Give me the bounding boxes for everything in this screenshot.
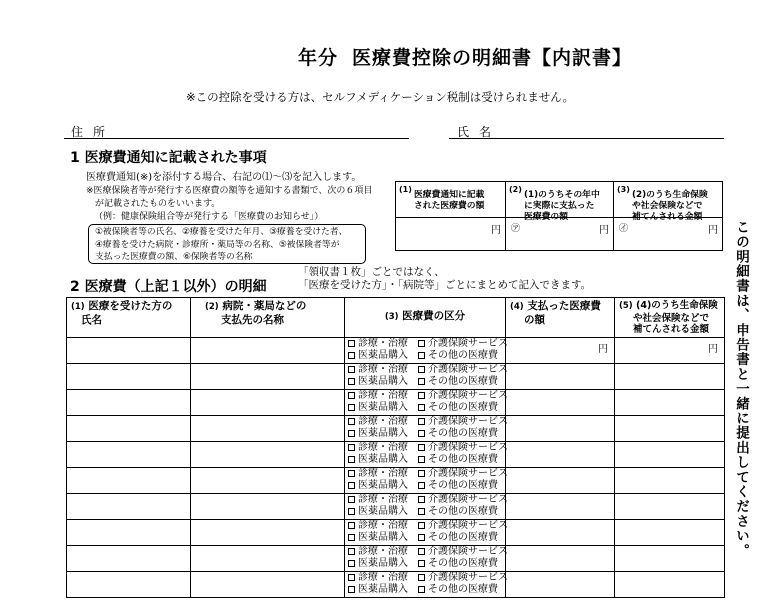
category-cell: 診療・治療 介護保険サービス 医薬品購入 その他の医療費 — [345, 338, 506, 364]
address-field[interactable] — [64, 138, 409, 139]
checkbox-treatment[interactable] — [348, 574, 355, 581]
checkbox-other[interactable] — [418, 430, 425, 437]
compensation-header: (5) (4)のうち生命保険 や社会保険などで 補てんされる金額 — [615, 298, 725, 338]
paid-amount-cell[interactable] — [506, 442, 615, 468]
expense-category-header: (3) 医療費の区分 — [345, 298, 506, 338]
table-row — [67, 468, 725, 494]
page-title: 年分 医療費控除の明細書【内訳書】 — [298, 47, 633, 69]
self-medication-notice: ※この控除を受ける方は、セルフメディケーション税制は受けられません。 — [186, 90, 574, 104]
payee-name-cell[interactable] — [191, 546, 345, 572]
compensation-cell[interactable] — [615, 468, 725, 494]
checkbox-other[interactable] — [418, 534, 425, 541]
checkbox-other[interactable] — [418, 508, 425, 515]
checkbox-medicine[interactable] — [348, 482, 355, 489]
checkbox-care-service[interactable] — [418, 574, 425, 581]
notice-amount-column: (1) 医療費通知に記載 された医療費の額 円 — [396, 182, 506, 250]
checkbox-medicine[interactable] — [348, 534, 355, 541]
checkbox-care-service[interactable] — [418, 340, 425, 347]
checkbox-treatment[interactable] — [348, 522, 355, 529]
section1-description: 医療費通知(※)を添付する場合、右記の⑴〜⑶を記入します。 — [86, 172, 362, 183]
payee-name-cell[interactable] — [191, 520, 345, 546]
category-cell: 診療・治療 介護保険サービス 医薬品購入 その他の医療費 — [345, 572, 506, 598]
checkbox-medicine[interactable] — [348, 586, 355, 593]
notice-items-list: ①被保険者等の氏名、②療養を受けた年月、③療養を受けた者、 ④療養を受けた病院・診療所・薬局等の名称、⑤被保険者等が 支払った医療費の額、⑥保険者等の名称 — [88, 224, 366, 264]
checkbox-treatment[interactable] — [348, 548, 355, 555]
checkbox-treatment[interactable] — [348, 418, 355, 425]
address-label: 住所 — [71, 125, 116, 139]
medical-expense-table — [66, 297, 725, 598]
table-row — [67, 520, 725, 546]
checkbox-other[interactable] — [418, 378, 425, 385]
payee-name-cell[interactable] — [191, 364, 345, 390]
compensation-cell[interactable] — [615, 416, 725, 442]
checkbox-other[interactable] — [418, 352, 425, 359]
patient-name-cell[interactable] — [67, 338, 191, 364]
table-row — [67, 416, 725, 442]
checkbox-care-service[interactable] — [418, 496, 425, 503]
checkbox-care-service[interactable] — [418, 470, 425, 477]
category-cell: 診療・治療 介護保険サービス 医薬品購入 その他の医療費 — [345, 520, 506, 546]
table-row — [67, 338, 725, 364]
checkbox-treatment[interactable] — [348, 444, 355, 451]
paid-amount-cell[interactable] — [506, 494, 615, 520]
patient-name-cell[interactable] — [67, 390, 191, 416]
checkbox-medicine[interactable] — [348, 430, 355, 437]
paid-amount-cell[interactable] — [506, 364, 615, 390]
checkbox-other[interactable] — [418, 404, 425, 411]
notice-amount-table — [395, 181, 723, 251]
table-row — [67, 364, 725, 390]
paid-amount-cell[interactable] — [506, 390, 615, 416]
paid-amount-cell[interactable]: 円 — [506, 338, 615, 364]
actual-paid-input[interactable]: ㋐ 円 — [511, 224, 609, 236]
payee-name-header: (2) 病院・薬局などの 支払先の名称 — [191, 298, 345, 338]
checkbox-care-service[interactable] — [418, 548, 425, 555]
compensation-cell[interactable]: 円 — [615, 338, 725, 364]
payee-name-cell[interactable] — [191, 572, 345, 598]
category-cell: 診療・治療 介護保険サービス 医薬品購入 その他の医療費 — [345, 468, 506, 494]
payee-name-cell[interactable] — [191, 494, 345, 520]
category-cell: 診療・治療 介護保険サービス 医薬品購入 その他の医療費 — [345, 364, 506, 390]
name-field[interactable] — [449, 138, 724, 139]
checkbox-care-service[interactable] — [418, 522, 425, 529]
checkbox-treatment[interactable] — [348, 340, 355, 347]
checkbox-care-service[interactable] — [418, 392, 425, 399]
category-cell: 診療・治療 介護保険サービス 医薬品購入 その他の医療費 — [345, 416, 506, 442]
section2-note: 「領収書１枚」ごとではなく、 「医療を受けた方」・「病院等」ごとにまとめて記入できます。 — [298, 266, 592, 291]
table-row — [67, 546, 725, 572]
checkbox-medicine[interactable] — [348, 456, 355, 463]
paid-amount-cell[interactable] — [506, 572, 615, 598]
table-row — [67, 494, 725, 520]
table-header-row — [67, 298, 725, 338]
paid-amount-cell[interactable] — [506, 468, 615, 494]
name-label: 氏名 — [457, 125, 502, 139]
checkbox-care-service[interactable] — [418, 418, 425, 425]
insurance-compensation-input[interactable]: ㋑ 円 — [619, 224, 718, 236]
payee-name-cell[interactable] — [191, 416, 345, 442]
payee-name-cell[interactable] — [191, 338, 345, 364]
insurance-compensation-column: (3) (2)のうち生命保険 や社会保険などで 補てんされる金額 ㋑ 円 — [614, 182, 722, 250]
category-cell: 診療・治療 介護保険サービス 医薬品購入 その他の医療費 — [345, 494, 506, 520]
table-row — [67, 572, 725, 598]
payee-name-cell[interactable] — [191, 468, 345, 494]
patient-name-cell[interactable] — [67, 546, 191, 572]
compensation-cell[interactable] — [615, 390, 725, 416]
checkbox-other[interactable] — [418, 482, 425, 489]
checkbox-medicine[interactable] — [348, 508, 355, 515]
checkbox-treatment[interactable] — [348, 470, 355, 477]
checkbox-other[interactable] — [418, 560, 425, 567]
payee-name-cell[interactable] — [191, 442, 345, 468]
compensation-cell[interactable] — [615, 442, 725, 468]
checkbox-medicine[interactable] — [348, 352, 355, 359]
paid-amount-header: (4) 支払った医療費 の額 — [506, 298, 615, 338]
patient-name-cell[interactable] — [67, 442, 191, 468]
table-row — [67, 390, 725, 416]
checkbox-treatment[interactable] — [348, 392, 355, 399]
category-cell: 診療・治療 介護保険サービス 医薬品購入 その他の医療費 — [345, 442, 506, 468]
compensation-cell[interactable] — [615, 520, 725, 546]
section1-note: ※医療保険者等が発行する医療費の額等を通知する書類で、次の６項目 が記載されたものをいいます。 （例：健康保険組合等が発行する「医療費のお知らせ」） — [86, 186, 373, 222]
payee-name-cell[interactable] — [191, 390, 345, 416]
checkbox-medicine[interactable] — [348, 404, 355, 411]
notice-amount-input[interactable]: 円 — [491, 225, 501, 236]
actual-paid-column: (2) (1)のうちその年中 に実際に支払った 医療費の額 ㋐ 円 — [506, 182, 614, 250]
compensation-cell[interactable] — [615, 546, 725, 572]
checkbox-medicine[interactable] — [348, 560, 355, 567]
table-row — [67, 442, 725, 468]
paid-amount-cell[interactable] — [506, 520, 615, 546]
checkbox-treatment[interactable] — [348, 366, 355, 373]
patient-name-cell[interactable] — [67, 520, 191, 546]
checkbox-other[interactable] — [418, 586, 425, 593]
patient-name-cell[interactable] — [67, 468, 191, 494]
category-cell: 診療・治療 介護保険サービス 医薬品購入 その他の医療費 — [345, 390, 506, 416]
submit-together-note: この明細書は、申告書と一緒に提出してください。 — [733, 220, 749, 559]
patient-name-cell[interactable] — [67, 364, 191, 390]
checkbox-medicine[interactable] — [348, 378, 355, 385]
compensation-cell[interactable] — [615, 364, 725, 390]
patient-name-cell[interactable] — [67, 572, 191, 598]
patient-name-header: (1) 医療を受けた方の 氏名 — [67, 298, 191, 338]
checkbox-care-service[interactable] — [418, 366, 425, 373]
patient-name-cell[interactable] — [67, 494, 191, 520]
paid-amount-cell[interactable] — [506, 416, 615, 442]
section1-title: 1 医療費通知に記載された事項 — [70, 150, 267, 166]
paid-amount-cell[interactable] — [506, 546, 615, 572]
compensation-cell[interactable] — [615, 494, 725, 520]
checkbox-treatment[interactable] — [348, 496, 355, 503]
compensation-cell[interactable] — [615, 572, 725, 598]
section2-title: 2 医療費（上記１以外）の明細 — [70, 279, 267, 295]
checkbox-other[interactable] — [418, 456, 425, 463]
patient-name-cell[interactable] — [67, 416, 191, 442]
checkbox-care-service[interactable] — [418, 444, 425, 451]
category-cell: 診療・治療 介護保険サービス 医薬品購入 その他の医療費 — [345, 546, 506, 572]
